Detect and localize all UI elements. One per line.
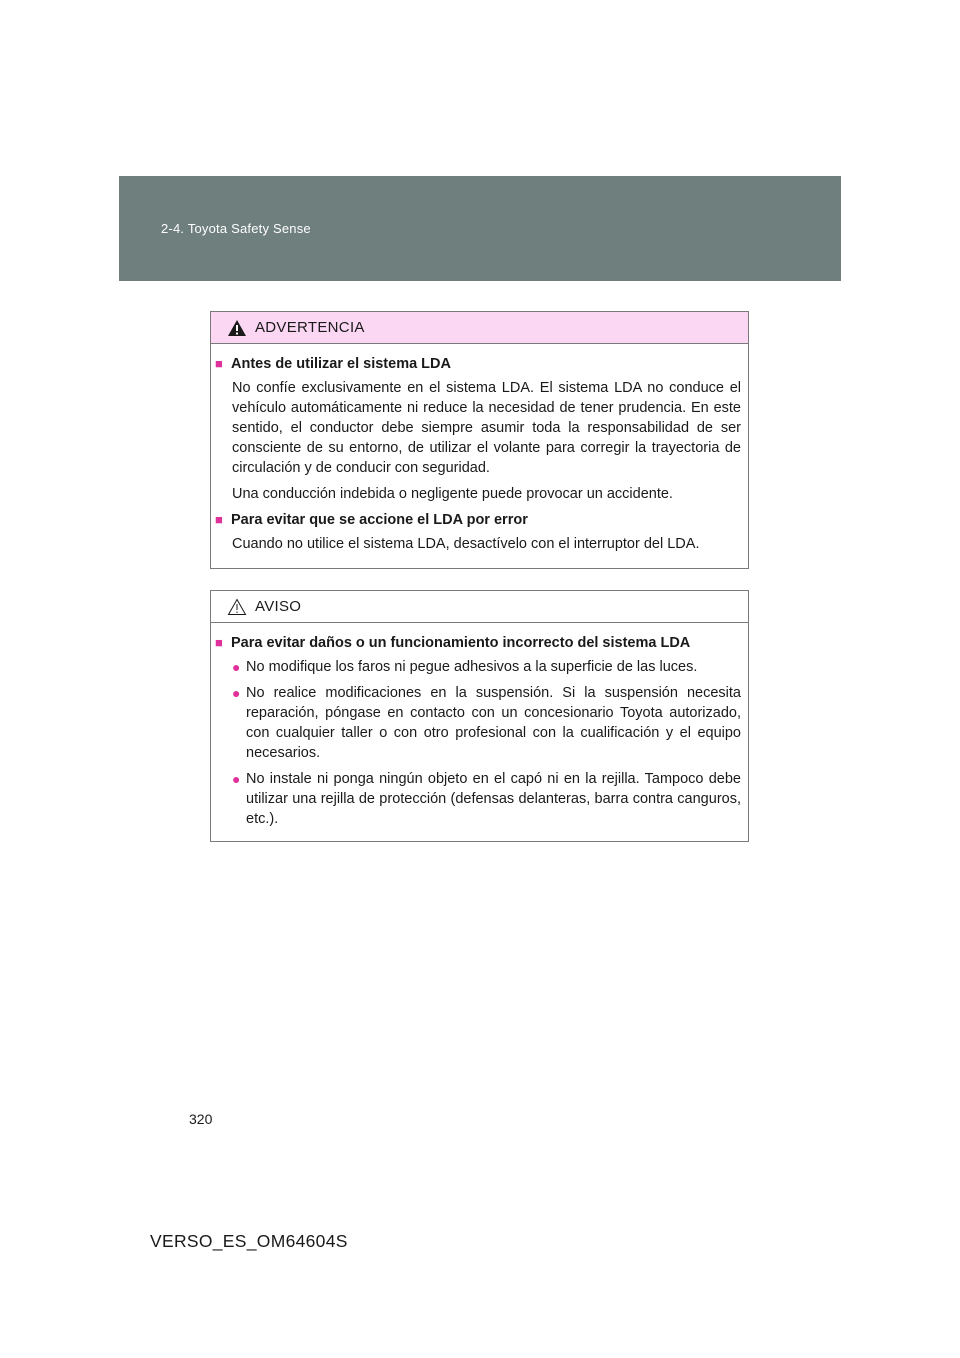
square-bullet-icon: ■: [215, 635, 223, 650]
notice-item-heading: ■ Para evitar daños o un funcionamiento incorrecto del sistema LDA: [215, 635, 691, 651]
page-number: 320: [189, 1111, 213, 1127]
document-code: VERSO_ES_OM64604S: [150, 1231, 348, 1251]
warning-box-body: [211, 344, 748, 554]
circle-bullet-icon: ●: [232, 659, 241, 675]
notice-box-title: AVISO: [255, 598, 302, 615]
notice-box-header: [211, 591, 748, 623]
warning-box-header: [211, 312, 748, 344]
warning-filled-triangle-icon: [227, 319, 247, 337]
notice-bullet: ● No realice modificaciones en la suspensión. Si la suspensión necesita reparación, póngase en contacto con un concesionario Toyota autorizado, con cualquier taller o con otro profesional con la cualificación y el equipo necesarios.: [232, 685, 741, 761]
warning-paragraph: Cuando no utilice el sistema LDA, desactívelo con el interruptor del LDA.: [232, 536, 700, 552]
warning-box-title: ADVERTENCIA: [255, 319, 365, 336]
notice-box: [210, 590, 749, 842]
section-title: 2-4. Toyota Safety Sense: [161, 221, 311, 236]
warning-item-heading: ■ Antes de utilizar el sistema LDA: [215, 356, 451, 372]
warning-paragraph: Una conducción indebida o negligente puede provocar un accidente.: [232, 486, 673, 502]
notice-box-body: [211, 623, 748, 829]
notice-bullet: ● No instale ni ponga ningún objeto en el capó ni en la rejilla. Tampoco debe utilizar una rejilla de protección (defensas delanteras, barra contra canguros, etc.).: [232, 771, 741, 827]
square-bullet-icon: ■: [215, 512, 223, 527]
warning-box: [210, 311, 749, 569]
warning-paragraph: No confíe exclusivamente en el sistema LDA. El sistema LDA no conduce el vehículo automáticamente ni reduce la necesidad de tener prudencia. En este sentido, el conductor debe siempre asumir toda la responsabilidad de ser consciente de su entorno, de utilizar el volante para corregir la trayectoria de circulación y de conducir con seguridad.: [232, 380, 741, 476]
square-bullet-icon: ■: [215, 356, 223, 371]
circle-bullet-icon: ●: [232, 685, 241, 701]
warning-outline-triangle-icon: [227, 598, 247, 616]
notice-bullet: ● No modifique los faros ni pegue adhesivos a la superficie de las luces.: [232, 659, 698, 675]
circle-bullet-icon: ●: [232, 771, 241, 787]
warning-item-heading: ■ Para evitar que se accione el LDA por error: [215, 512, 528, 528]
